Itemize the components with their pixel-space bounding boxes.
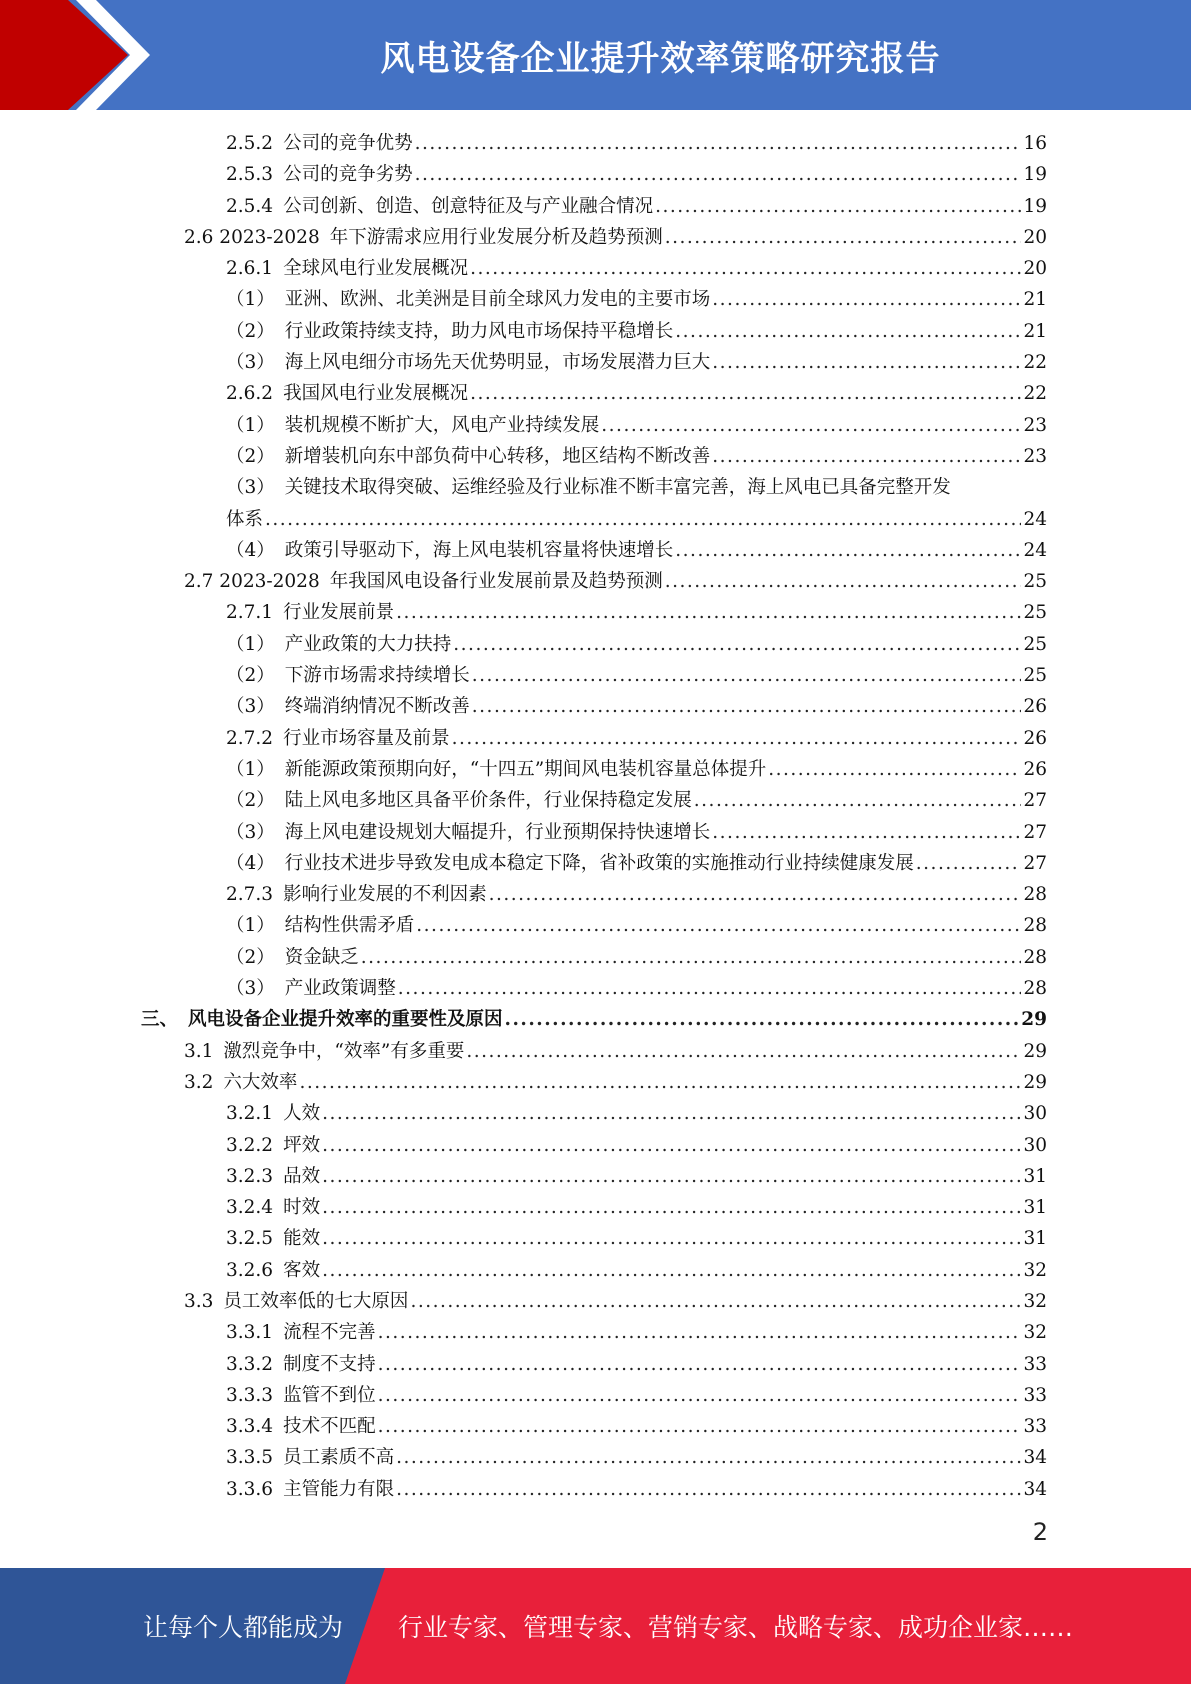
toc-entry[interactable] [0,1036,1191,1067]
page-footer [0,1568,1191,1684]
toc-dot-leader [452,723,1022,754]
toc-entry-title: 亚洲、欧洲、北美洲是目前全球风力发电的主要市场 [284,289,711,311]
toc-dot-leader [712,441,1021,472]
toc-entry[interactable] [0,1004,1191,1035]
toc-entry-number: 2.7.1 [226,602,274,624]
toc-entry-number: 3.3 [184,1290,214,1312]
toc-entry-number: （2） [226,320,275,342]
toc-entry-number: （4） [226,852,275,874]
toc-entry-page: 24 [1023,539,1047,561]
toc-entry-page: 23 [1023,445,1047,467]
toc-entry-title: 年我国风电设备行业发展前景及趋势预测 [329,571,663,593]
toc-entry-number: 3.2 [184,1071,214,1093]
toc-entry[interactable] [0,128,1191,159]
toc-entry[interactable] [0,1286,1191,1317]
toc-entry-title: 终端消纳情况不断改善 [284,696,470,718]
toc-entry-page: 31 [1023,1228,1047,1250]
toc-dot-leader [398,973,1022,1004]
toc-entry-number: 3.2.1 [226,1103,274,1125]
toc-entry-page: 33 [1023,1353,1047,1375]
toc-entry-number: （1） [226,633,275,655]
toc-entry-page: 31 [1023,1165,1047,1187]
toc-entry[interactable] [0,629,1191,660]
toc-entry[interactable] [0,879,1191,910]
toc-entry-page: 25 [1023,602,1047,624]
toc-entry-page: 22 [1023,383,1047,405]
toc-dot-leader [470,253,1021,284]
toc-dot-leader [378,1411,1022,1442]
toc-dot-leader [675,316,1021,347]
footer-slogan-right: 行业专家、管理专家、营销专家、战略专家、成功企业家…… [398,1613,1074,1642]
toc-entry[interactable] [0,535,1191,566]
toc-entry[interactable] [0,378,1191,409]
page-header [0,0,1191,110]
toc-entry-page: 21 [1023,320,1047,342]
toc-entry[interactable] [0,1349,1191,1380]
toc-entry-title: 激烈竞争中，“效率”有多重要 [223,1040,465,1062]
toc-entry[interactable] [0,1098,1191,1129]
toc-entry-page: 22 [1023,352,1047,374]
toc-entry-title: 陆上风电多地区具备平价条件，行业保持稳定发展 [284,790,692,812]
toc-entry-title: 品效 [283,1165,321,1187]
toc-entry-title: 产业政策调整 [284,978,396,1000]
toc-dot-leader [322,1161,1021,1192]
toc-entry-title: 行业市场容量及前景 [283,727,450,749]
toc-entry-page: 32 [1023,1290,1047,1312]
toc-entry-number: （1） [226,289,275,311]
toc-dot-leader [415,159,1022,190]
toc-entry[interactable] [0,1442,1191,1473]
toc-entry-page: 25 [1023,571,1047,593]
toc-entry-page: 29 [1021,1009,1047,1031]
toc-entry-title: 体系 [226,508,264,530]
toc-entry-page: 27 [1023,852,1047,874]
toc-entry[interactable] [0,754,1191,785]
toc-entry[interactable] [0,284,1191,315]
toc-entry[interactable] [0,504,1191,535]
toc-entry-page: 28 [1023,915,1047,937]
toc-entry-number: （2） [226,445,275,467]
toc-entry[interactable] [0,410,1191,441]
toc-entry-title: 行业技术进步导致发电成本稳定下降，省补政策的实施推动行业持续健康发展 [284,852,914,874]
toc-dot-leader [396,1442,1021,1473]
toc-dot-leader [378,1317,1022,1348]
toc-entry-title: 制度不支持 [283,1353,376,1375]
toc-entry[interactable] [0,817,1191,848]
toc-entry-title: 坪效 [283,1134,321,1156]
toc-dot-leader [472,691,1022,722]
toc-entry[interactable] [0,1317,1191,1348]
toc-entry-page: 16 [1023,133,1047,154]
toc-entry-page: 32 [1023,1259,1047,1281]
toc-entry-title: 流程不完善 [283,1322,376,1344]
toc-entry[interactable] [0,723,1191,754]
toc-entry[interactable] [0,1161,1191,1192]
toc-dot-leader [665,566,1022,597]
toc-entry-number: （1） [226,915,275,937]
toc-entry-title: 技术不匹配 [283,1416,376,1438]
toc-entry-title: 行业发展前景 [283,602,395,624]
toc-entry[interactable] [0,316,1191,347]
toc-entry-page: 27 [1023,821,1047,843]
toc-entry-title: 年下游需求应用行业发展分析及趋势预测 [329,226,663,248]
toc-entry-title: 全球风电行业发展概况 [283,258,469,280]
toc-entry-page: 27 [1023,790,1047,812]
toc-entry-number: 2.6.2 [226,383,274,405]
toc-entry-title: 客效 [283,1259,321,1281]
toc-entry-number: （3） [226,821,275,843]
toc-entry-title: 风电设备企业提升效率的重要性及原因 [188,1009,503,1031]
toc-entry-title: 海上风电细分市场先天优势明显，市场发展潜力巨大 [284,352,711,374]
toc-entry-number: （2） [226,790,275,812]
toc-entry-page: 29 [1023,1071,1047,1093]
toc-entry-number: （1） [226,414,275,436]
toc-entry-page: 24 [1023,508,1047,530]
toc-entry-title: 装机规模不断扩大，风电产业持续发展 [284,414,600,436]
toc-entry-title: 下游市场需求持续增长 [284,665,470,687]
toc-dot-leader [768,754,1021,785]
toc-entry-title: 资金缺乏 [284,946,359,968]
toc-entry-page: 31 [1023,1197,1047,1219]
toc-entry-page: 21 [1023,289,1047,311]
toc-entry[interactable] [0,472,1191,503]
toc-dot-leader [322,1255,1021,1286]
toc-entry-title: 公司的竞争劣势 [283,164,413,186]
toc-entry[interactable] [0,1411,1191,1442]
toc-entry[interactable] [0,1255,1191,1286]
toc-dot-leader [712,347,1021,378]
toc-dot-leader [322,1130,1021,1161]
toc-entry[interactable] [0,566,1191,597]
toc-entry[interactable] [0,691,1191,722]
toc-dot-leader [505,1004,1020,1035]
toc-dot-leader [299,1067,1021,1098]
toc-entry-title: 人效 [283,1103,321,1125]
toc-entry-title: 政策引导驱动下，海上风电装机容量将快速增长 [284,539,674,561]
toc-entry-number: 3.3.2 [226,1353,274,1375]
toc-dot-leader [410,1286,1021,1317]
toc-entry[interactable] [0,660,1191,691]
toc-entry-number: 三、 [141,1009,179,1031]
toc-entry-title: 能效 [283,1228,321,1250]
toc-entry-number: 2.5.4 [226,195,274,217]
toc-entry-page: 32 [1023,1322,1047,1344]
toc-dot-leader [694,785,1022,816]
toc-dot-leader [712,817,1021,848]
toc-entry-number: 3.2.2 [226,1134,274,1156]
toc-entry-title: 关键技术取得突破、运维经验及行业标准不断丰富完善，海上风电已具备完整开发 [284,477,951,499]
toc-entry[interactable] [0,910,1191,941]
toc-entry-title: 员工素质不高 [283,1447,395,1469]
toc-entry-title: 时效 [283,1197,321,1219]
toc-dot-leader [322,1098,1021,1129]
toc-entry[interactable] [0,191,1191,222]
toc-entry[interactable] [0,1130,1191,1161]
toc-entry-number: 3.2.3 [226,1165,274,1187]
report-title: 风电设备企业提升效率策略研究报告 [380,38,941,79]
toc-entry-title: 主管能力有限 [283,1478,395,1500]
toc-entry[interactable] [0,597,1191,628]
toc-entry-title: 公司创新、创造、创意特征及与产业融合情况 [283,195,654,217]
toc-entry[interactable] [0,1067,1191,1098]
toc-entry[interactable] [0,785,1191,816]
toc-entry-page: 25 [1023,633,1047,655]
toc-dot-leader [378,1380,1022,1411]
toc-dot-leader [265,504,1021,535]
table-of-contents [0,128,1191,1505]
toc-entry-number: （4） [226,539,275,561]
toc-entry-number: 3.2.5 [226,1228,274,1250]
toc-entry-number: 2.7.2 [226,727,274,749]
toc-dot-leader [470,378,1021,409]
toc-entry-number: （3） [226,352,275,374]
toc-entry-number: （2） [226,946,275,968]
toc-entry-page: 30 [1023,1134,1047,1156]
toc-dot-leader [665,222,1022,253]
toc-entry[interactable] [0,253,1191,284]
toc-entry-number: 3.1 [184,1040,214,1062]
toc-entry-page: 33 [1023,1416,1047,1438]
toc-entry-title: 结构性供需矛盾 [284,915,415,937]
toc-entry[interactable] [0,1380,1191,1411]
toc-dot-leader [322,1192,1021,1223]
toc-entry[interactable] [0,1474,1191,1505]
toc-entry[interactable] [0,1223,1191,1254]
toc-entry-number: 2.6.1 [226,258,274,280]
toc-entry-number: 3.3.4 [226,1416,274,1438]
toc-entry-page: 20 [1023,258,1047,280]
toc-entry-number: 2.5.2 [226,133,274,154]
toc-entry-page: 34 [1023,1447,1047,1469]
toc-dot-leader [378,1349,1022,1380]
toc-dot-leader [396,1474,1021,1505]
toc-entry[interactable] [0,347,1191,378]
toc-entry[interactable] [0,441,1191,472]
toc-entry-number: 3.3.1 [226,1322,274,1344]
toc-entry-number: 2.7.3 [226,884,274,906]
toc-dot-leader [472,660,1022,691]
toc-entry-title: 公司的竞争优势 [283,133,413,154]
page-number: 2 [1032,1518,1048,1546]
toc-dot-leader [916,848,1022,879]
toc-entry[interactable] [0,942,1191,973]
toc-entry-number: （3） [226,696,275,718]
toc-entry-page: 28 [1023,978,1047,1000]
toc-entry-title: 影响行业发展的不利因素 [283,884,487,906]
toc-entry-page: 34 [1023,1478,1047,1500]
toc-entry-page: 28 [1023,884,1047,906]
toc-dot-leader [415,128,1022,159]
toc-dot-leader [601,410,1021,441]
toc-entry-page: 33 [1023,1384,1047,1406]
toc-entry[interactable] [0,159,1191,190]
toc-dot-leader [712,284,1021,315]
toc-entry-title: 员工效率低的七大原因 [223,1290,409,1312]
toc-entry-title: 监管不到位 [283,1384,376,1406]
toc-entry-page: 19 [1023,164,1047,186]
toc-dot-leader [396,597,1021,628]
toc-entry-page: 30 [1023,1103,1047,1125]
toc-entry-number: 3.3.3 [226,1384,274,1406]
toc-entry-title: 海上风电建设规划大幅提升，行业预期保持快速增长 [284,821,711,843]
toc-entry-title: 行业政策持续支持，助力风电市场保持平稳增长 [284,320,674,342]
toc-entry-title: 新增装机向东中部负荷中心转移，地区结构不断改善 [284,445,711,467]
toc-entry-number: （3） [226,978,275,1000]
footer-slogan-left: 让每个人都能成为 [143,1613,344,1642]
toc-entry-number: （2） [226,665,275,687]
toc-entry-number: 2.6 2023-2028 [184,226,320,248]
toc-entry-number: （3） [226,477,275,499]
toc-entry[interactable] [0,848,1191,879]
toc-entry-title: 新能源政策预期向好，“十四五”期间风电装机容量总体提升 [284,758,767,780]
toc-entry[interactable] [0,973,1191,1004]
toc-dot-leader [453,629,1021,660]
toc-entry-number: （1） [226,758,275,780]
toc-entry-number: 2.5.3 [226,164,274,186]
toc-dot-leader [675,535,1021,566]
toc-entry-page: 26 [1023,696,1047,718]
toc-entry-page: 28 [1023,946,1047,968]
toc-dot-leader [655,191,1021,222]
toc-dot-leader [322,1223,1021,1254]
toc-entry-page: 26 [1023,727,1047,749]
toc-entry-page: 25 [1023,665,1047,687]
toc-entry-number: 3.2.6 [226,1259,274,1281]
toc-entry-page: 20 [1023,226,1047,248]
toc-entry-page: 19 [1023,195,1047,217]
toc-entry-page: 23 [1023,414,1047,436]
toc-dot-leader [466,1036,1021,1067]
toc-entry-page: 26 [1023,758,1047,780]
toc-entry-number: 3.3.5 [226,1447,274,1469]
toc-entry[interactable] [0,222,1191,253]
toc-entry-page: 29 [1023,1040,1047,1062]
toc-entry-title: 我国风电行业发展概况 [283,383,469,405]
toc-dot-leader [489,879,1022,910]
toc-entry-number: 3.3.6 [226,1478,274,1500]
toc-dot-leader [361,942,1022,973]
toc-entry-number: 2.7 2023-2028 [184,571,320,593]
toc-dot-leader [416,910,1021,941]
toc-entry[interactable] [0,1192,1191,1223]
toc-entry-title: 产业政策的大力扶持 [284,633,452,655]
toc-entry-number: 3.2.4 [226,1197,274,1219]
toc-entry-title: 六大效率 [223,1071,298,1093]
